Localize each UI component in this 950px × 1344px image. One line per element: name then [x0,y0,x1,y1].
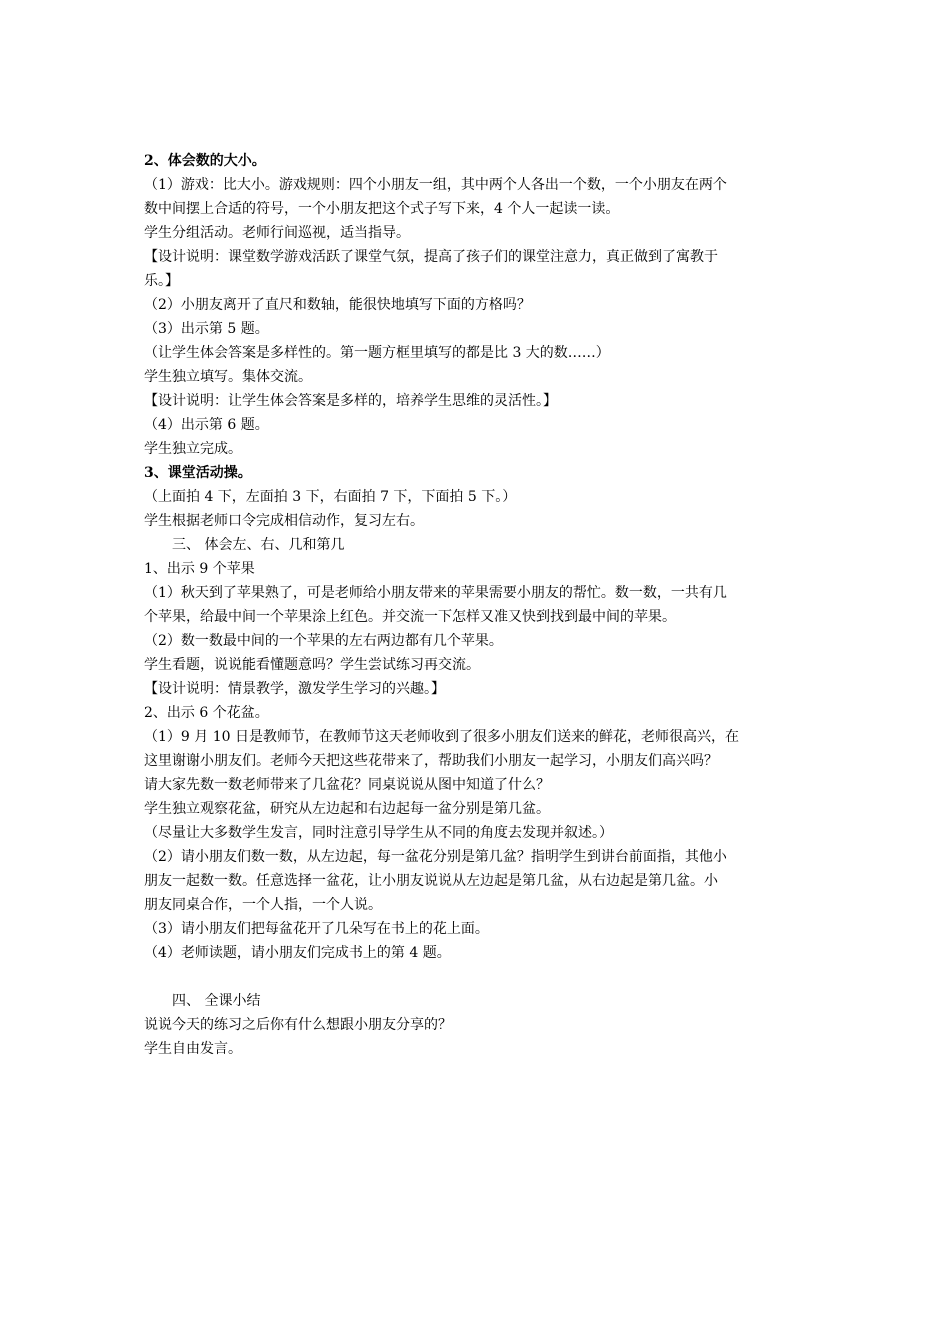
section-heading-number-size: 2、体会数的大小。 [144,153,266,169]
design-note-line: 【设计说明：让学生体会答案是多样的，培养学生思维的灵活性。】 [144,393,557,409]
paragraph-line: （尽量让大多数学生发言，同时注意引导学生从不同的角度去发现并叙述。） [144,825,613,841]
paragraph-line: （让学生体会答案是多样性的。第一题方框里填写的都是比 3 大的数……） [144,345,610,361]
paragraph-line: （4）老师读题，请小朋友们完成书上的第 4 题。 [144,945,451,961]
paragraph-line: 这里谢谢小朋友们。老师今天把这些花带来了，帮助我们小朋友一起学习，小朋友们高兴吗？ [144,753,718,769]
paragraph-line: 学生独立完成。 [144,441,242,457]
paragraph-line: 学生自由发言。 [144,1041,242,1057]
subheading-flowerpots: 2、出示 6 个花盆。 [144,705,269,721]
document-body [144,149,814,1061]
paragraph-line: 朋友一起数一数。任意选择一盆花，让小朋友说说从左边起是第几盆，从右边起是第几盆。小 [144,873,718,889]
paragraph-line: 朋友同桌合作，一个人指，一个人说。 [144,897,382,913]
subheading-apples: 1、出示 9 个苹果 [144,561,255,577]
paragraph-line: （3）出示第 5 题。 [144,321,269,337]
paragraph-line: 请大家先数一数老师带来了几盆花？同桌说说从图中知道了什么？ [144,777,550,793]
blank-line [144,965,814,989]
paragraph-line: （2）请小朋友们数一数，从左边起，每一盆花分别是第几盆？指明学生到讲台前面指，其他小 [144,849,727,865]
design-note-line: 乐。】 [144,273,179,289]
design-note-line: 【设计说明：情景教学，激发学生学习的兴趣。】 [144,681,445,697]
section-heading-activity: 3、课堂活动操。 [144,465,252,481]
design-note-line: 【设计说明：课堂数学游戏活跃了课堂气氛，提高了孩子们的课堂注意力，真正做到了寓教于 [144,249,718,265]
paragraph-line: 学生分组活动。老师行间巡视，适当指导。 [144,225,410,241]
paragraph-line: 个苹果，给最中间一个苹果涂上红色。并交流一下怎样又准又快到找到最中间的苹果。 [144,609,676,625]
paragraph-line: （上面拍 4 下，左面拍 3 下，右面拍 7 下，下面拍 5 下。） [144,489,517,505]
section-heading-summary: 四、 全课小结 [172,993,261,1009]
paragraph-line: （1）9 月 10 日是教师节，在教师节这天老师收到了很多小朋友们送来的鲜花，老师很高兴，在 [144,729,739,745]
paragraph-line: 数中间摆上合适的符号，一个小朋友把这个式子写下来，4 个人一起读一读。 [144,201,620,217]
section-heading-left-right: 三、 体会左、右、几和第几 [172,537,345,553]
paragraph-line: （4）出示第 6 题。 [144,417,269,433]
paragraph-line: 学生根据老师口令完成相信动作，复习左右。 [144,513,424,529]
paragraph-line: （3）请小朋友们把每盆花开了几朵写在书上的花上面。 [144,921,489,937]
paragraph-line: 学生独立填写。集体交流。 [144,369,312,385]
paragraph-line: （1）游戏：比大小。游戏规则：四个小朋友一组，其中两个人各出一个数，一个小朋友在两个 [144,177,727,193]
paragraph-line: （1）秋天到了苹果熟了，可是老师给小朋友带来的苹果需要小朋友的帮忙。数一数，一共有几 [144,585,727,601]
paragraph-line: 学生独立观察花盆，研究从左边起和右边起每一盆分别是第几盆。 [144,801,550,817]
paragraph-line: 说说今天的练习之后你有什么想跟小朋友分享的？ [144,1017,452,1033]
paragraph-line: （2）小朋友离开了直尺和数轴，能很快地填写下面的方格吗？ [144,297,531,313]
paragraph-line: 学生看题，说说能看懂题意吗？学生尝试练习再交流。 [144,657,480,673]
paragraph-line: （2）数一数最中间的一个苹果的左右两边都有几个苹果。 [144,633,503,649]
